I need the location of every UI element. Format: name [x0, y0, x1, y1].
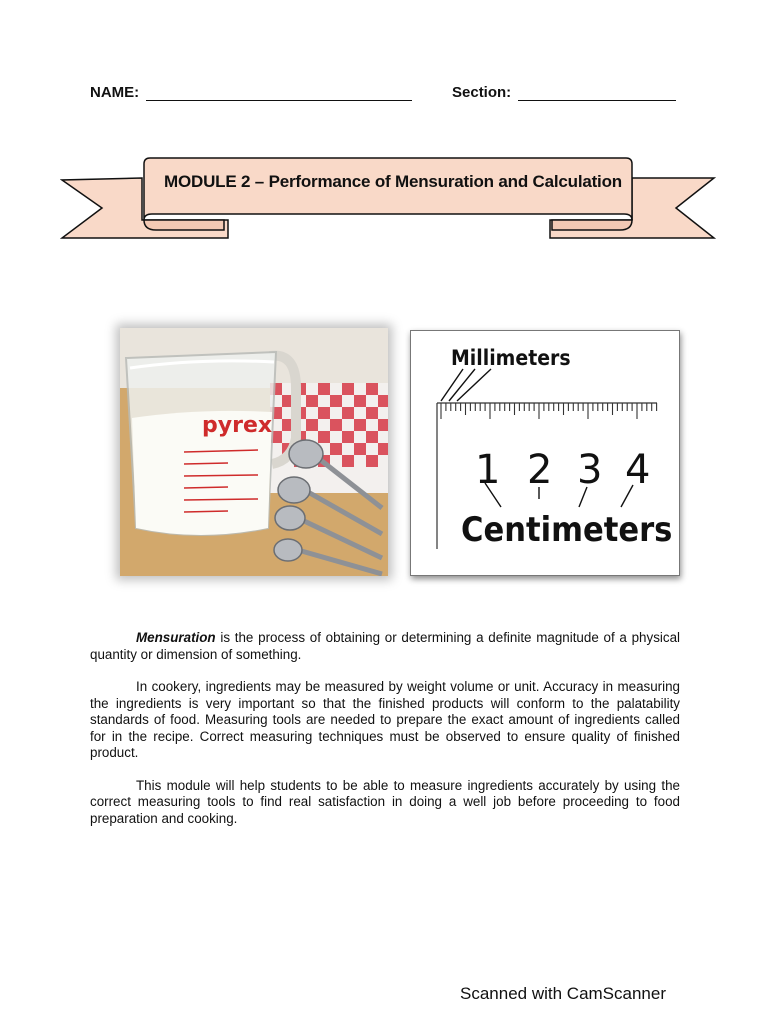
paragraph-mensuration-definition — [90, 630, 680, 663]
module-introduction — [90, 630, 680, 843]
checkered-cloth — [270, 383, 388, 493]
name-section-line — [90, 84, 690, 106]
name-label: NAME: — [90, 84, 140, 101]
paragraph-module-purpose: This module will help students to be able to measure ingredients accurately by using the correct measuring tools to find real satisfaction in doing a well job before proceeding to food preparation and cooking. — [90, 777, 680, 826]
paragraph-1-text: is the process of obtaining or determining a definite magnitude of a physical quantity or dimension of something. — [90, 630, 680, 662]
name-blank-line — [146, 100, 412, 101]
section-blank-line — [518, 100, 676, 101]
ribbon-left-fold — [144, 220, 224, 230]
cm-number-2: 2 — [527, 447, 553, 493]
ribbon-banner-graphic — [60, 150, 716, 244]
module-title: MODULE 2 – Performance of Mensuration and Calculation — [164, 172, 622, 191]
cm-number-3: 3 — [577, 447, 603, 493]
measuring-cup-photo — [120, 328, 388, 576]
ruler-icon — [411, 331, 679, 575]
pyrex-logo: pyrex — [202, 413, 273, 438]
paragraph-cookery-measurement: In cookery, ingredients may be measured by weight volume or unit. Accuracy in measuring the ingredients is very important so that the finished products will conform to the palatability standards of food. Measuring tools are needed to prepare the exact amount of ingredients called for in the recipe. Correct measuring techniques must be observed to ensure quality of finished product. — [90, 679, 680, 760]
section-label: Section: — [452, 84, 512, 101]
mensuration-term: Mensuration — [136, 630, 216, 645]
module-title-banner — [60, 150, 716, 244]
ribbon-right-fold — [552, 220, 632, 230]
measuring-cup-and-spoons-icon — [120, 328, 388, 576]
ruler-diagram — [410, 330, 680, 576]
centimeters-label: Centimeters — [461, 510, 673, 550]
camscanner-watermark: Scanned with CamScanner — [460, 984, 667, 1003]
cm-number-1: 1 — [475, 447, 501, 493]
cm-number-4: 4 — [625, 447, 651, 493]
millimeters-label: Millimeters — [451, 346, 571, 370]
